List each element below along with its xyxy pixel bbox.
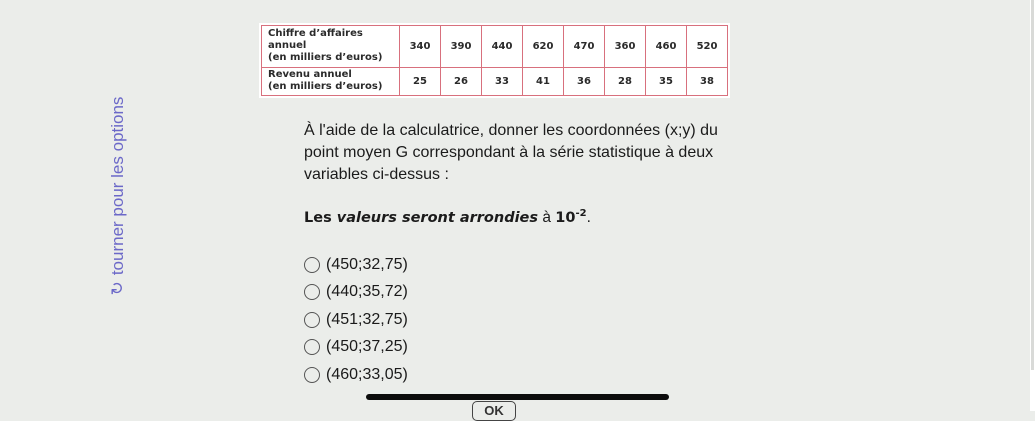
table-cell: 38 [687, 67, 728, 95]
home-indicator[interactable] [366, 394, 669, 400]
option-label: (450;37,25) [326, 338, 408, 356]
radio-button[interactable] [304, 367, 320, 383]
table-cell: 620 [523, 26, 564, 68]
table-row-income [262, 67, 728, 95]
table-cell: 41 [523, 67, 564, 95]
table-cell: 440 [482, 26, 523, 68]
answer-option[interactable] [304, 334, 408, 362]
row-header: Chiffre d’affaires annuel (en milliers d’euros) [262, 26, 400, 68]
radio-button[interactable] [304, 284, 320, 300]
table-cell: 35 [646, 67, 687, 95]
table-cell: 390 [441, 26, 482, 68]
answer-option[interactable] [304, 279, 408, 307]
question-text: À l'aide de la calculatrice, donner les coordonnées (x;y) du point moyen G correspondant à la série statistique à deux variables ci-dessus : [304, 122, 718, 183]
option-label: (451;32,75) [326, 310, 408, 328]
answer-options [304, 251, 408, 389]
table-cell: 460 [646, 26, 687, 68]
table-cell: 340 [400, 26, 441, 68]
rotate-hint-label: tourner pour les options [108, 96, 127, 276]
row-header: Revenu annuel (en milliers d’euros) [262, 67, 400, 95]
option-label: (450;32,75) [326, 255, 408, 273]
answer-option[interactable] [304, 251, 408, 279]
ok-button[interactable]: OK [472, 401, 516, 421]
answer-option[interactable] [304, 361, 408, 389]
table-cell: 25 [400, 67, 441, 95]
right-edge-panel [1030, 0, 1035, 411]
table-cell: 28 [605, 67, 646, 95]
table-cell: 36 [564, 67, 605, 95]
table-cell: 520 [687, 26, 728, 68]
radio-button[interactable] [304, 257, 320, 273]
table-cell: 360 [605, 26, 646, 68]
rotate-icon: ↻ [108, 281, 127, 296]
rounding-instruction: Les valeurs seront arrondies à $10^{-2}$. [304, 208, 591, 226]
table-cell: 33 [482, 67, 523, 95]
rotate-hint[interactable] [108, 97, 128, 296]
radio-button[interactable] [304, 312, 320, 328]
option-label: (460;33,05) [326, 365, 408, 383]
option-label: (440;35,72) [326, 283, 408, 301]
table-cell: 26 [441, 67, 482, 95]
table-row-turnover [262, 26, 728, 68]
answer-option[interactable] [304, 306, 408, 334]
statistics-table [261, 25, 728, 96]
scrollbar[interactable] [1031, 0, 1034, 370]
table-cell: 470 [564, 26, 605, 68]
radio-button[interactable] [304, 339, 320, 355]
data-table-image [259, 23, 730, 98]
